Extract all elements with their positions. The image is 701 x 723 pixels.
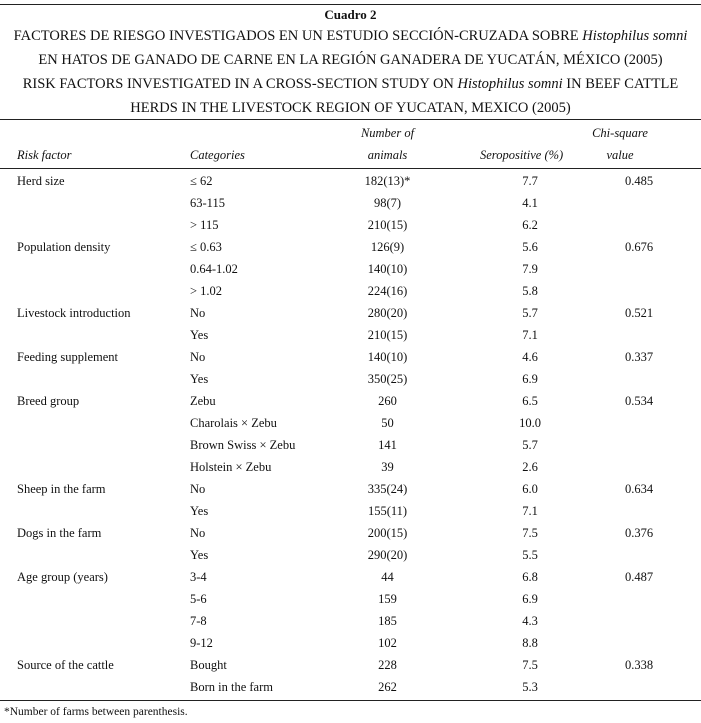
seropositive-cell: 7.5 [522,525,538,540]
table-title [0,6,701,120]
table-row [0,478,701,500]
table-row [0,500,701,522]
risk-factor-cell [0,588,190,610]
category-cell: 3-4 [190,569,207,584]
number-cell: 260 [378,393,397,408]
chi-square-cell: 0.521 [625,305,654,320]
category-cell: 7-8 [190,613,207,628]
table-row [0,368,701,390]
category-cell: > 1.02 [190,283,223,298]
table-row [0,324,701,346]
category-cell: Bought [190,657,227,672]
number-cell: 335(24) [367,481,408,496]
chi-square-cell [625,214,701,236]
title-text: FACTORES DE RIESGO INVESTIGADOS EN UN ESTUDIO SECCIÓN-CRUZADA SOBRE [13,28,583,44]
seropositive-cell: 7.5 [522,657,538,672]
chi-square-cell: 0.534 [625,393,654,408]
risk-factor-cell: Source of the cattle [17,657,114,672]
seropositive-cell: 4.1 [522,195,538,210]
seropositive-cell: 10.0 [519,415,541,430]
table-row [0,192,701,214]
table-row [0,566,701,588]
risk-factor-cell [0,610,190,632]
header-chi-line2: value [606,148,634,162]
chi-square-cell [625,500,701,522]
category-cell: No [190,481,206,496]
category-cell: Holstein × Zebu [190,459,272,474]
category-cell: No [190,525,206,540]
number-cell: 280(20) [367,305,408,320]
risk-factor-cell [0,500,190,522]
category-cell: 0.64-1.02 [190,261,238,276]
table-row [0,544,701,566]
seropositive-cell: 4.6 [522,349,538,364]
risk-factor-cell: Herd size [17,173,65,188]
category-cell: Brown Swiss × Zebu [190,437,296,452]
risk-factor-cell [0,544,190,566]
chi-square-cell: 0.337 [625,349,654,364]
number-cell: 50 [381,415,394,430]
chi-square-cell [625,258,701,280]
title-text: RISK FACTORS INVESTIGATED IN A CROSS-SECTION STUDY ON [22,76,458,92]
risk-factor-cell: Sheep in the farm [17,481,106,496]
header-rule [0,168,701,169]
category-cell: > 115 [190,217,219,232]
number-cell: 155(11) [367,503,408,518]
table-caption: Cuadro 2 [324,7,377,22]
title-rule [0,119,701,120]
table-row [0,676,701,698]
table-row [0,610,701,632]
table-row [0,588,701,610]
risk-factor-cell [0,434,190,456]
number-cell: 102 [378,635,397,650]
seropositive-cell: 5.5 [522,547,538,562]
category-cell: No [190,349,206,364]
bottom-rule [0,700,701,701]
category-cell: Charolais × Zebu [190,415,277,430]
category-cell: Born in the farm [190,679,273,694]
chi-square-cell [625,544,701,566]
chi-square-cell: 0.634 [625,481,654,496]
category-cell: ≤ 62 [190,173,213,188]
table-row [0,170,701,192]
category-cell: 9-12 [190,635,213,650]
number-cell: 141 [378,437,397,452]
table-row [0,434,701,456]
category-cell: Yes [190,327,209,342]
seropositive-cell: 5.6 [522,239,538,254]
footnote: *Number of farms between parenthesis. [4,706,188,718]
seropositive-cell: 7.7 [522,173,538,188]
number-cell: 262 [378,679,397,694]
seropositive-cell: 6.2 [522,217,538,232]
species-name: Histophilus somni [582,28,688,44]
chi-square-cell [625,192,701,214]
title-es-line-1 [0,24,701,48]
category-cell: Yes [190,503,209,518]
chi-square-cell [625,676,701,698]
chi-square-cell [625,412,701,434]
table-row [0,632,701,654]
seropositive-cell: 7.1 [522,503,538,518]
number-cell: 140(10) [367,349,408,364]
seropositive-cell: 5.3 [522,679,538,694]
table-row [0,346,701,368]
chi-square-cell [625,280,701,302]
seropositive-cell: 2.6 [522,459,538,474]
seropositive-cell: 6.9 [522,591,538,606]
seropositive-cell: 5.7 [522,437,538,452]
risk-factor-table [0,170,701,698]
table-row [0,412,701,434]
seropositive-cell: 6.5 [522,393,538,408]
risk-factor-cell [0,280,190,302]
category-cell: ≤ 0.63 [190,239,222,254]
number-cell: 185 [378,613,397,628]
risk-factor-cell [0,456,190,478]
seropositive-cell: 8.8 [522,635,538,650]
number-cell: 228 [378,657,397,672]
number-cell: 210(15) [367,327,408,342]
risk-factor-cell: Age group (years) [17,569,108,584]
number-cell: 350(25) [367,371,408,386]
category-cell: Yes [190,547,209,562]
table-row [0,522,701,544]
number-cell: 224(16) [367,283,408,298]
header-seropositive: Seropositive (%) [480,148,564,162]
seropositive-cell: 6.0 [522,481,538,496]
number-cell: 140(10) [367,261,408,276]
seropositive-cell: 7.1 [522,327,538,342]
seropositive-cell: 6.8 [522,569,538,584]
table-row [0,302,701,324]
chi-square-cell [625,610,701,632]
risk-factor-cell [0,412,190,434]
risk-factor-cell [0,368,190,390]
chi-square-cell [625,434,701,456]
chi-square-cell [625,588,701,610]
number-cell: 39 [381,459,394,474]
number-cell: 200(15) [367,525,408,540]
title-en-line-1 [0,72,701,96]
header-chi-line1: Chi-square [592,126,648,140]
number-cell: 210(15) [367,217,408,232]
chi-square-cell: 0.376 [625,525,654,540]
species-name: Histophilus somni [457,76,563,92]
chi-square-cell [625,632,701,654]
category-cell: Zebu [190,393,216,408]
seropositive-cell: 5.7 [522,305,538,320]
chi-square-cell [625,368,701,390]
category-cell: Yes [190,371,209,386]
number-cell: 98(7) [373,195,402,210]
risk-factor-cell: Breed group [17,393,80,408]
risk-factor-cell: Population density [17,239,111,254]
number-cell: 44 [381,569,394,584]
top-rule [0,4,701,5]
header-number-line1: Number of [360,126,415,140]
risk-factor-cell [0,192,190,214]
chi-square-cell: 0.676 [625,239,654,254]
title-text: IN BEEF CATTLE [562,76,679,92]
seropositive-cell: 5.8 [522,283,538,298]
seropositive-cell: 7.9 [522,261,538,276]
header-number-line2: animals [367,148,408,162]
chi-square-cell: 0.485 [625,173,654,188]
table-row [0,236,701,258]
seropositive-cell: 4.3 [522,613,538,628]
number-cell: 126(9) [370,239,405,254]
chi-square-cell: 0.487 [625,569,654,584]
chi-square-cell [625,456,701,478]
header-categories: Categories [190,148,245,162]
risk-factor-cell: Dogs in the farm [17,525,102,540]
table-row [0,258,701,280]
chi-square-cell: 0.338 [625,657,654,672]
chi-square-cell [625,324,701,346]
risk-factor-cell: Feeding supplement [17,349,119,364]
title-es-line-2: EN HATOS DE GANADO DE CARNE EN LA REGIÓN GANADERA DE YUCATÁN, MÉXICO (2005) [38,52,663,68]
category-cell: 5-6 [190,591,207,606]
risk-factor-cell [0,324,190,346]
number-cell: 290(20) [367,547,408,562]
header-risk-factor: Risk factor [17,148,72,162]
risk-factor-cell [0,676,190,698]
table-row [0,456,701,478]
risk-factor-cell [0,258,190,280]
table-row [0,390,701,412]
number-cell: 182(13)* [364,173,411,188]
seropositive-cell: 6.9 [522,371,538,386]
risk-factor-cell [0,632,190,654]
title-en-line-2: HERDS IN THE LIVESTOCK REGION OF YUCATAN, MEXICO (2005) [130,100,571,116]
category-cell: 63-115 [190,195,225,210]
table-row [0,214,701,236]
risk-factor-cell: Livestock introduction [17,305,131,320]
number-cell: 159 [378,591,397,606]
category-cell: No [190,305,206,320]
table-row [0,280,701,302]
table-row [0,654,701,676]
risk-factor-cell [0,214,190,236]
